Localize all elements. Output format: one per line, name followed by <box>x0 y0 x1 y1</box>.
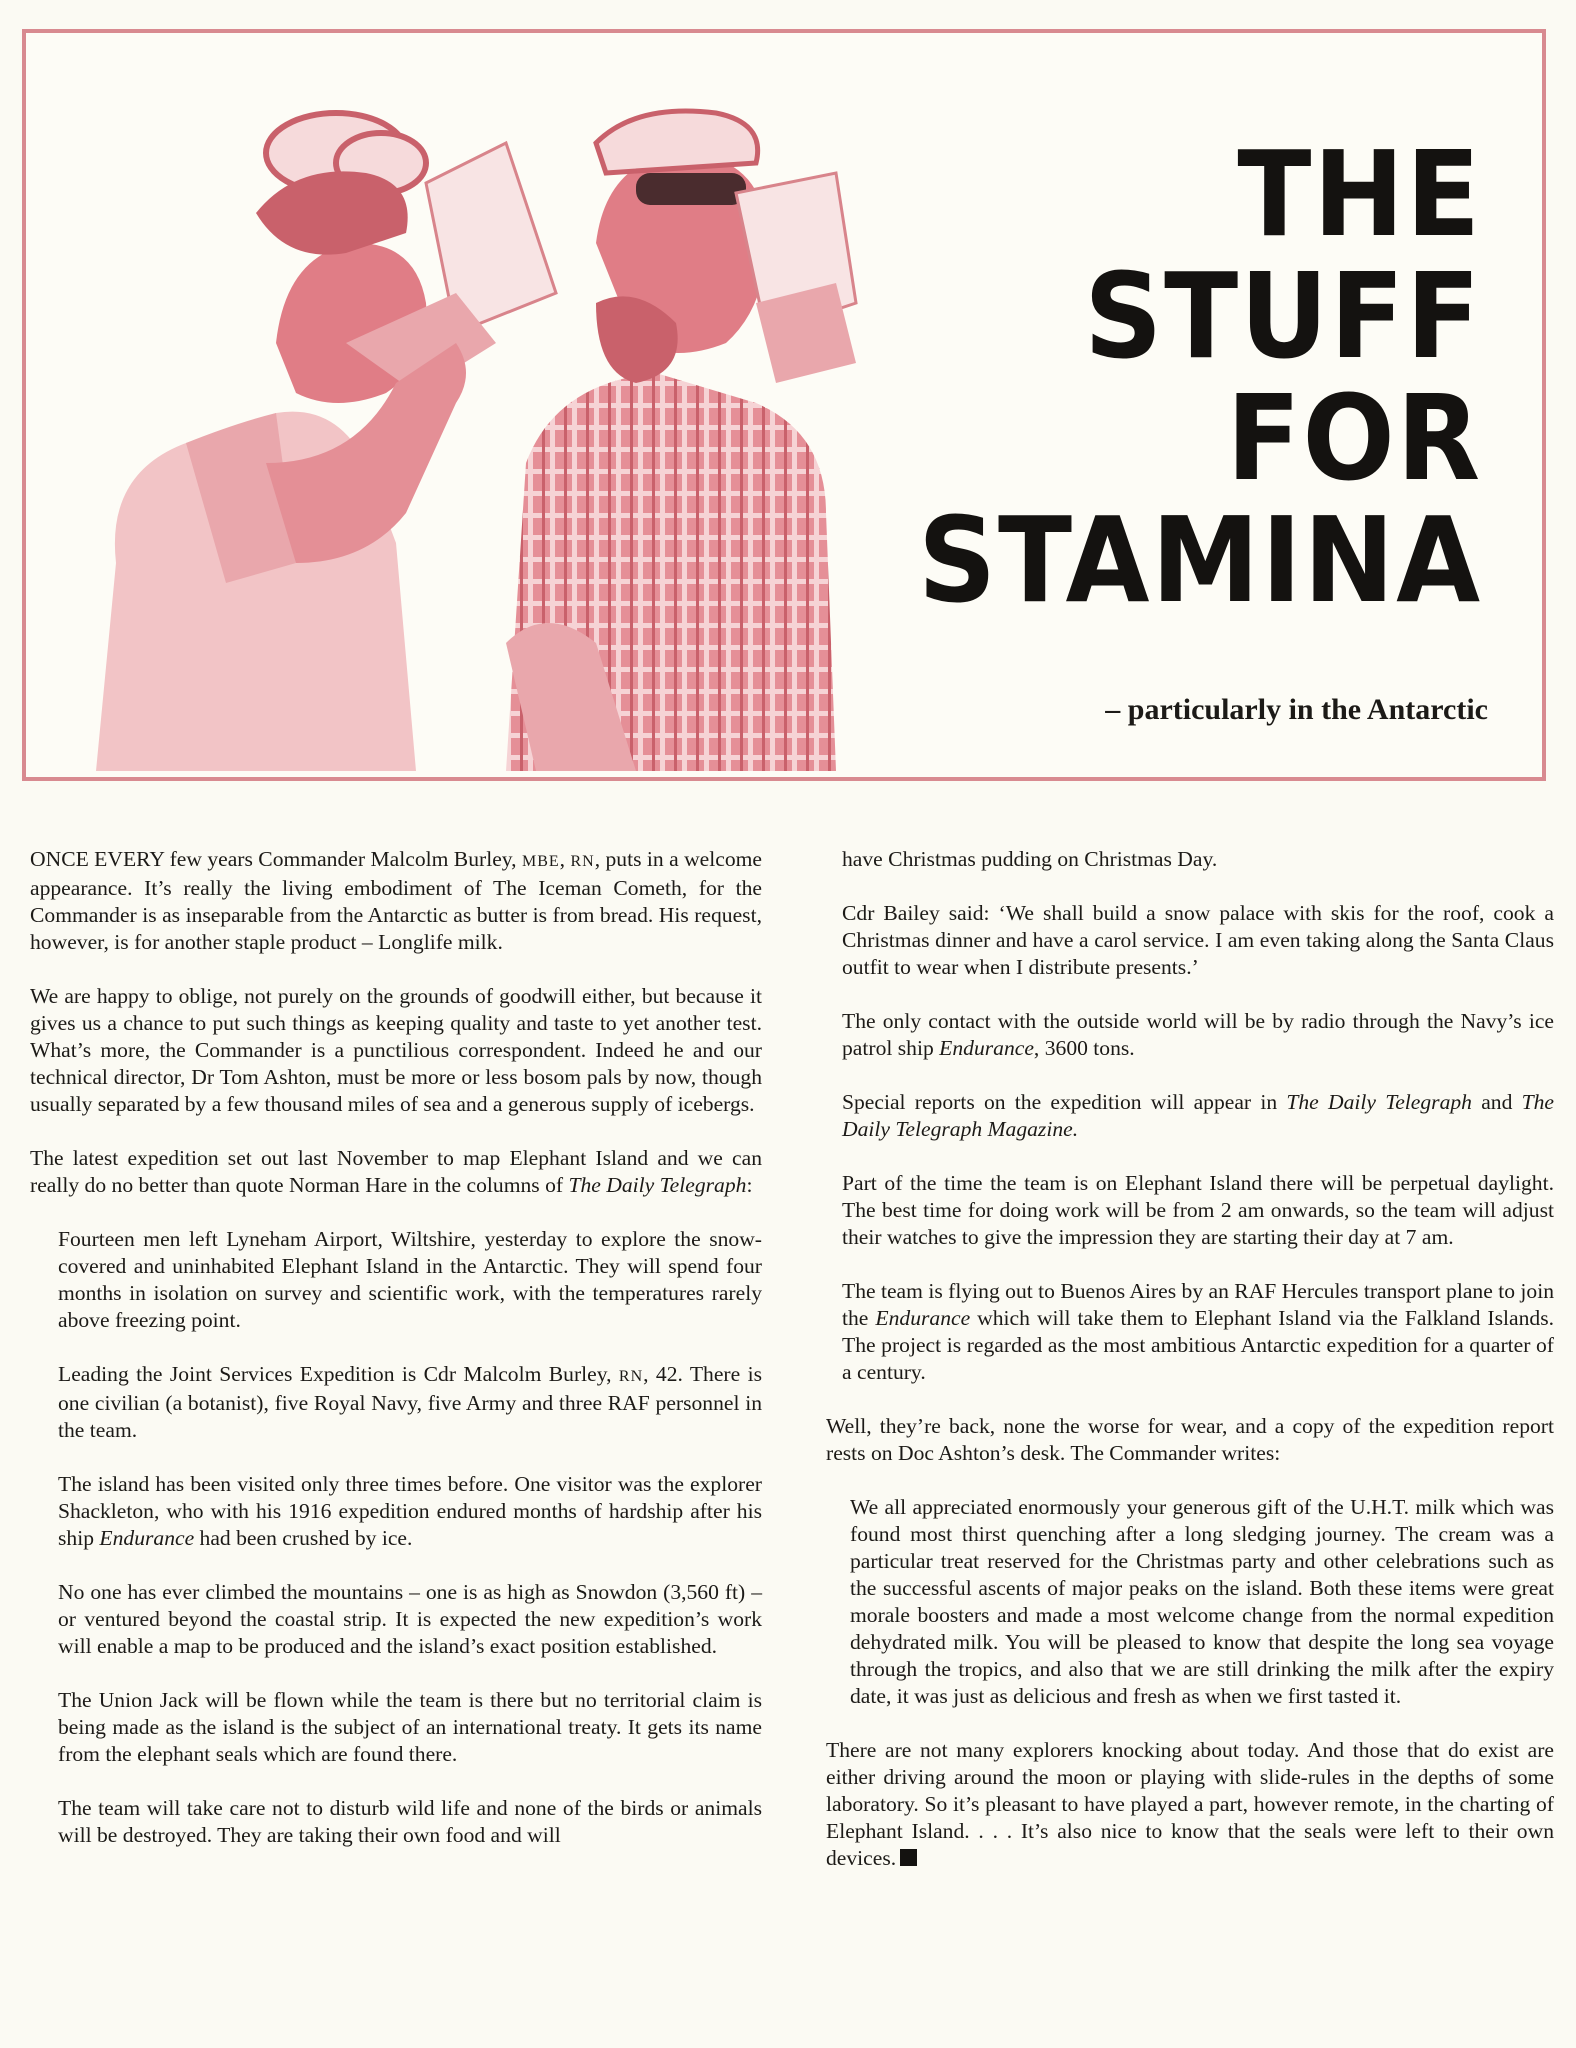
text-run: , puts in a welcome appearance. It’s really the living embodiment of The Iceman Cometh, for the Commander is as inseparable from the Antarctic as butter is from bread. His request, however, is for another staple product – Longlife milk. <box>30 847 763 954</box>
quote-paragraph-8: Cdr Bailey said: ‘We shall build a snow palace with skis for the roof, cook a Christmas dinner and have a carol service. I am even taking along the Santa Claus outfit to wear when I distribute presents.’ <box>842 901 1554 979</box>
text-run: There are not many explorers knocking about today. And those that do exist are either driving around the moon or playing with slide-rules in the depths of some laboratory. So it’s pleasant to have played a part, however remote, in the charting of Elephant Island. . . . It’s also nice to know that the seals were left to their own devices. <box>826 1738 1554 1870</box>
text-run: Special reports on the expedition will appear in <box>842 1090 1287 1114</box>
text-run: The team is flying out to Buenos Aires by an RAF Hercules transport plane to join the <box>842 1279 1554 1330</box>
lead-in: ONCE EVERY <box>30 847 165 871</box>
headline-line-3: FOR <box>1226 369 1482 507</box>
headline-line-1: THE <box>1237 125 1482 263</box>
headline <box>856 125 1482 629</box>
paragraph-intro <box>30 846 762 956</box>
ship-name: Endurance <box>939 1036 1034 1060</box>
quote-paragraph-2 <box>58 1361 762 1444</box>
text-run: , 42. There is one civilian (a botanist), five Royal Navy, five Army and three RAF personnel in the team. <box>58 1362 762 1442</box>
ship-name: Endurance <box>875 1306 971 1330</box>
text-run: The latest expedition set out last November to map Elephant Island and we can really do no better than quote Norman Hare in the columns of <box>30 1146 762 1197</box>
text-run: , 3600 tons. <box>1033 1036 1135 1060</box>
paragraph-2: We are happy to oblige, not purely on the grounds of goodwill either, but because it gives us a chance to put such things as keeping quality and taste to yet another test. What’s more, the Commander is a punctilious correspondent. Indeed he and our technical director, Dr Tom Ashton, must be more or less bosom pals by now, though usually separated by a few thousand miles of sea and a generous supply of icebergs. <box>30 984 762 1116</box>
honours-mbe: MBE <box>521 853 560 870</box>
subheadline: – particularly in the Antarctic <box>1105 693 1488 726</box>
quote-paragraph-3 <box>58 1471 762 1552</box>
source-publication: The Daily Telegraph <box>568 1173 747 1197</box>
text-run: had been crushed by ice. <box>194 1526 413 1550</box>
quote-paragraph-9 <box>842 1008 1554 1062</box>
headline-line-2: STUFF <box>1084 247 1482 385</box>
article-right-column <box>826 846 1554 1899</box>
quote-paragraph-1: Fourteen men left Lyneham Airport, Wiltshire, yesterday to explore the snow-covered and uninhabited Elephant Island in the Antarctic. They will spend four months in isolation on survey and scientific work, with the temperatures rarely above freezing point. <box>58 1227 762 1332</box>
paragraph-return: Well, they’re back, none the worse for wear, and a copy of the expedition report rests on Doc Ashton’s desk. The Commander writes: <box>826 1414 1554 1465</box>
quote-paragraph-11: Part of the time the team is on Elephant Island there will be perpetual daylight. The best time for doing work will be from 2 am onwards, so the team will adjust their watches to give the impression they are starting their day at 7 am. <box>842 1171 1554 1249</box>
commander-letter: We all appreciated enormously your generous gift of the U.H.T. milk which was found most thirst quenching after a long sledging journey. The cream was a particular treat reserved for the Christmas party and other celebrations such as the successful ascents of major peaks on the island. Both these items were great morale boosters and made a most welcome change from the normal expedition dehydrated milk. You will be pleased to know that despite the long sea voyage through the tropics, and also that we are still drinking the milk after the expiry date, it was just as delicious and fresh as when we first tasted it. <box>850 1495 1554 1708</box>
quote-paragraph-4: No one has ever climbed the mountains – one is as high as Snowdon (3,560 ft) – or ventured beyond the coastal strip. It is expected the new expedition’s work will enable a map to be produced and the island’s exact position established. <box>58 1580 762 1658</box>
header-panel <box>22 29 1546 781</box>
quote-paragraph-10 <box>842 1089 1554 1143</box>
honours-rn: RN <box>618 1368 644 1385</box>
honours-rn: RN <box>570 853 595 870</box>
ship-name: Endurance <box>99 1526 195 1550</box>
text-run: , <box>559 847 571 871</box>
text-run: The only contact with the outside world will be by radio through the Navy’s ice patrol ship <box>842 1009 1554 1060</box>
quote-paragraph-6: The team will take care not to disturb wild life and none of the birds or animals will be destroyed. They are taking their own food and will <box>58 1796 762 1847</box>
text-run: Leading the Joint Services Expedition is Cdr Malcolm Burley, <box>58 1362 619 1386</box>
text-run: The island has been visited only three times before. One visitor was the explorer Shackleton, who with his 1916 expedition endured months of hardship after his ship <box>58 1472 762 1550</box>
text-run: which will take them to Elephant Island via the Falkland Islands. The project is regarded as the most ambitious Antarctic expedition for a quarter of a century. <box>842 1306 1555 1384</box>
publication-name: The Daily Telegraph <box>1286 1090 1472 1114</box>
end-mark-icon <box>900 1849 917 1866</box>
paragraph-closing <box>826 1737 1554 1872</box>
quote-paragraph-12 <box>842 1278 1554 1386</box>
text-run: : <box>746 1173 753 1197</box>
text-run: and <box>1471 1090 1522 1114</box>
quote-paragraph-7: have Christmas pudding on Christmas Day. <box>842 847 1218 871</box>
article-left-column <box>30 846 762 1876</box>
quote-paragraph-5: The Union Jack will be flown while the team is there but no territorial claim is being made as the island is the subject of an international treaty. It gets its name from the elephant seals which are found there. <box>58 1688 762 1766</box>
paragraph-3 <box>30 1145 762 1199</box>
publication-name: The Daily Telegraph Magazine. <box>842 1090 1555 1141</box>
expedition-photo <box>36 43 866 771</box>
headline-line-4: STAMINA <box>917 491 1482 629</box>
text-run: few years Commander Malcolm Burley, <box>164 847 522 871</box>
